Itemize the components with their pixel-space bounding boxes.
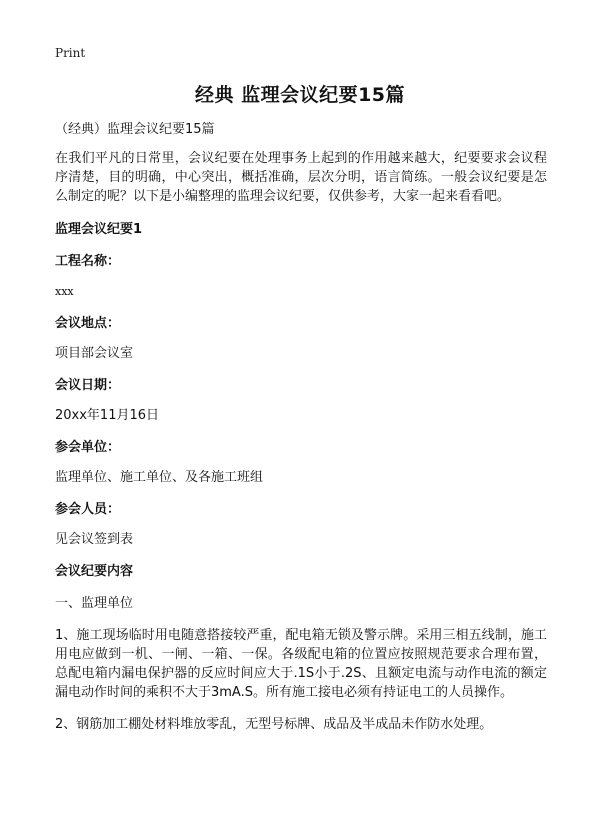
- content-heading: 会议纪要内容: [55, 564, 134, 579]
- field-value-units: 监理单位、施工单位、及各施工班组: [55, 470, 264, 485]
- field-label-date: 会议日期：: [55, 378, 121, 393]
- section-heading: 监理会议纪要1: [55, 222, 143, 237]
- field-label-location: 会议地点：: [55, 316, 121, 331]
- field-value-date: 20xx年11月16日: [55, 408, 160, 423]
- intro-paragraph: 在我们平凡的日常里，会议纪要在处理事务上起到的作用越来越大，纪要要求会议程序清楚，目的明确，中心突出，概括准确，层次分明，语言简练。一般会议纪要是怎么制定的呢？以下是小编整理的监理会议纪要，仅供参考，大家一起来看看吧。: [55, 151, 547, 204]
- document-body: [55, 120, 547, 747]
- document-subtitle: （经典）监理会议纪要15篇: [55, 122, 215, 137]
- field-value-location: 项目部会议室: [55, 346, 134, 361]
- sub-heading: 一、监理单位: [55, 596, 134, 611]
- field-value-project-name: xxx: [55, 285, 74, 298]
- field-label-project-name: 工程名称：: [55, 254, 121, 269]
- list-item: 1、施工现场临时用电随意搭接较严重，配电箱无锁及警示牌。采用三相五线制，施工用电应做到一机、一闸、一箱、一保。各级配电箱的位置应按照规范要求合理布置，总配电箱内漏电保护器的反应时间应大于.1S小于.2S、且额定电流与动作电流的额定漏电动作时间的乘积不大于3mA.S。所有施工接电必须有持证电工的人员操作。: [55, 628, 547, 700]
- field-label-units: 参会单位：: [55, 440, 121, 455]
- print-link[interactable]: Print: [55, 46, 86, 60]
- field-value-attendees: 见会议签到表: [55, 532, 134, 547]
- document-title: 经典 监理会议纪要15篇: [194, 84, 406, 106]
- field-label-attendees: 参会人员：: [55, 502, 121, 517]
- list-item: 2、钢筋加工棚处材料堆放零乱，无型号标牌、成品及半成品未作防水处理。: [55, 717, 493, 732]
